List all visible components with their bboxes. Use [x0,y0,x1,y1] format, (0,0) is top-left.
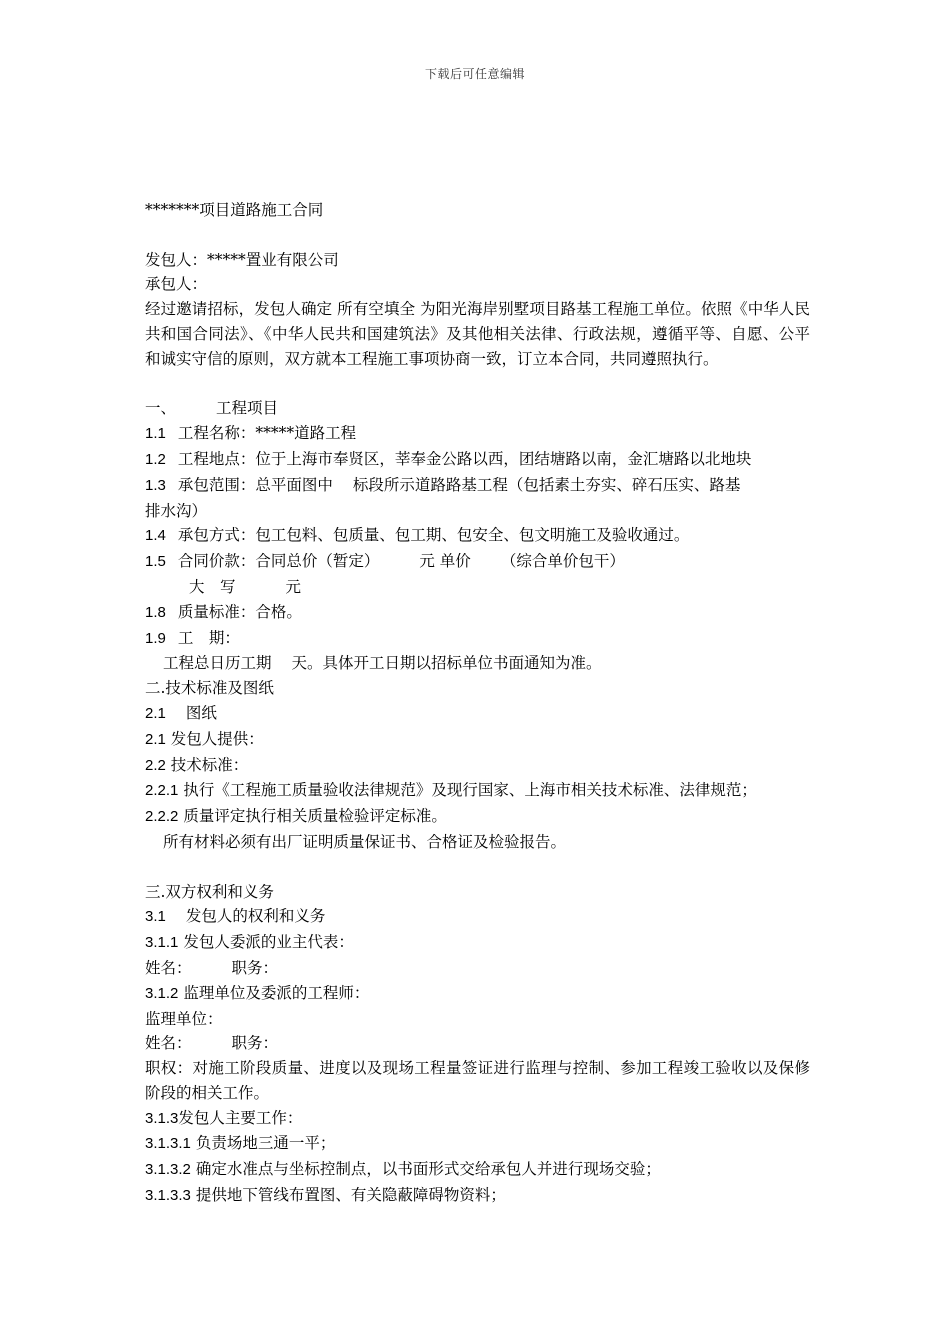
clause-2-1-provider: 2.1 发包人提供： [145,729,264,748]
section-3-heading: 三.双方权利和义务 [145,882,274,901]
clause-2-1: 2.1 图纸 [145,703,217,722]
supervisor-duty: 职权：对施工阶段质量、进度以及现场工程量签证进行监理与控制、参加工程竣工验收以及保修阶段的相关工作。 [145,1059,810,1102]
clause-1-5-amount: 大 写 元 [189,577,302,596]
clause-3-1-3: 3.1.3发包人主要工作： [145,1108,303,1127]
clause-2-2: 2.2 技术标准： [145,755,249,774]
clause-3-1-1: 3.1.1 发包人委派的业主代表： [145,933,354,952]
clause-1-3: 1.3 承包范围：总平面图中 标段所示道路路基工程（包括素土夯实、碎石压实、路基 [145,475,741,494]
header-note: 下载后可任意编辑 [424,67,525,81]
blank-line [145,223,810,248]
clause-1-8: 1.8 质量标准：合格。 [145,602,302,621]
clause-1-4: 1.4 承包方式：包工包料、包质量、包工期、包安全、包文明施工及验收通过。 [145,526,690,545]
contract-title: *******项目道路施工合同 [145,201,324,219]
section-2-heading: 二.技术标准及图纸 [145,679,274,698]
contractor-line: 承包人： [145,275,208,294]
clause-3-1-3-2: 3.1.3.2 确定水准点与坐标控制点，以书面形式交给承包人并进行现场交验； [145,1160,661,1179]
clause-1-2: 1.2 工程地点：位于上海市奉贤区，莘奉金公路以西，团结塘路以南，金汇塘路以北地块 [145,449,752,468]
clause-1-9: 1.9 工 期： [145,628,240,647]
clause-1-3-cont: 排水沟） [145,501,208,520]
owner-rep-fields: 姓名： 职务： [145,958,279,977]
blank-line [145,855,810,880]
clause-3-1: 3.1 发包人的权利和义务 [145,907,326,926]
intro-paragraph: 经过邀请招标，发包人确定 所有空填全 为阳光海岸别墅项目路基工程施工单位。依照《中华人民共和国合同法》、《中华人民共和国建筑法》及其他相关法律、行政法规，遵循平等、自愿、公平和诚实守信的原则，双方就本工程施工事项协商一致，订立本合同，共同遵照执行。 [145,300,810,368]
supervisor-unit: 监理单位： [145,1009,223,1028]
clause-2-2-1: 2.2.1 执行《工程施工质量验收法律规范》及现行国家、上海市相关技术标准、法律规范； [145,781,757,800]
section-1-heading: 一、 工程项目 [145,399,279,418]
clause-3-1-3-3: 3.1.3.3 提供地下管线布置图、有关隐蔽障碍物资料； [145,1186,506,1205]
supervisor-fields: 姓名： 职务： [145,1034,279,1053]
blank-line [145,372,810,397]
clause-1-9-detail: 工程总日历工期 天。具体开工日期以招标单位书面通知为准。 [163,654,602,673]
materials-note: 所有材料必须有出厂证明质量保证书、合格证及检验报告。 [163,832,567,851]
clause-1-1: 1.1 工程名称：*****道路工程 [145,424,357,443]
clause-3-1-3-1: 3.1.3.1 负责场地三通一平； [145,1134,336,1153]
clause-3-1-2: 3.1.2 监理单位及委派的工程师： [145,983,370,1002]
employer-line: 发包人：*****置业有限公司 [145,250,339,269]
clause-2-2-2: 2.2.2 质量评定执行相关质量检验评定标准。 [145,807,447,826]
document-body [145,198,810,1209]
clause-1-5: 1.5 合同价款：合同总价（暂定） 元 单价 （综合单价包干） [145,552,625,571]
